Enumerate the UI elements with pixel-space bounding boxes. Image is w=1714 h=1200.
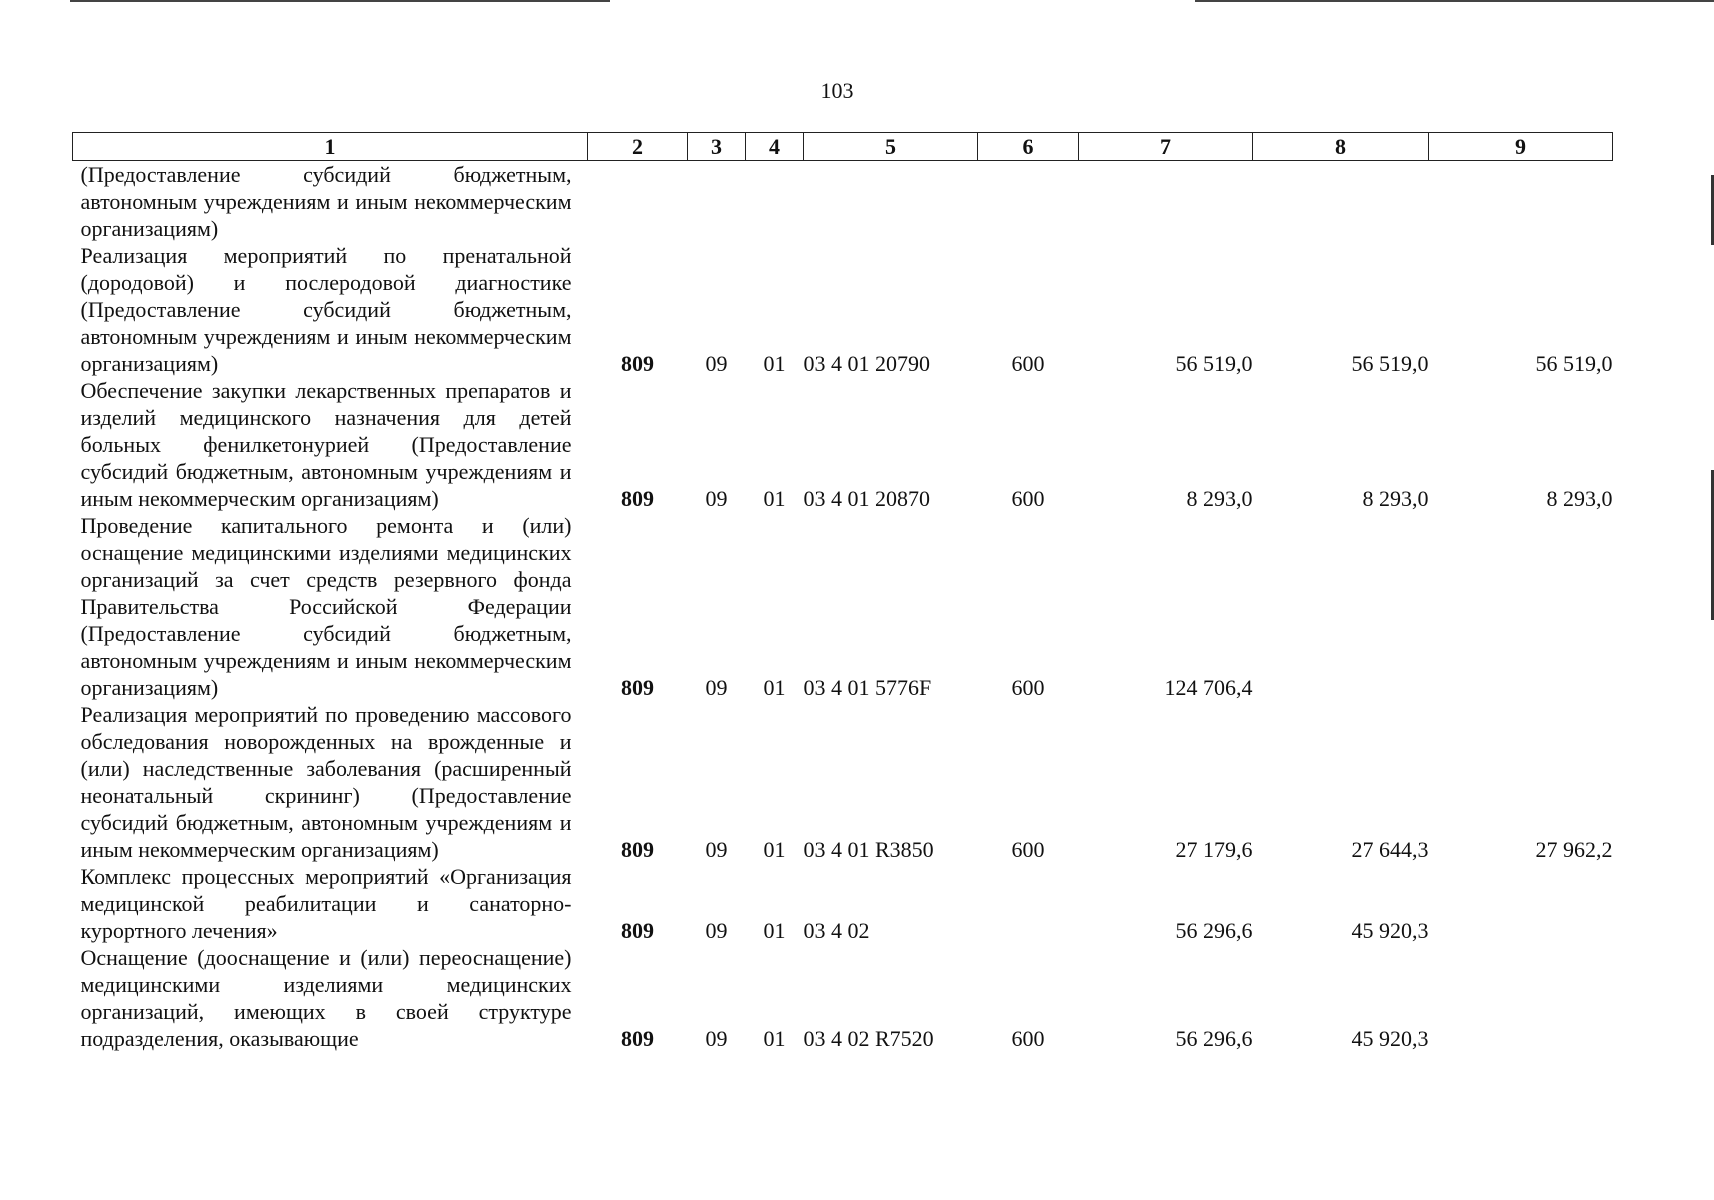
- target-article-code: [804, 161, 978, 243]
- page-number: 103: [820, 78, 854, 103]
- section-code: 09: [705, 486, 728, 511]
- table-row: [73, 512, 1613, 701]
- expense-type-code: 600: [1011, 675, 1045, 700]
- expense-type-code: [978, 161, 1079, 243]
- target-article-code: 03 4 01 R3850: [803, 837, 934, 862]
- amount-column-7: 8 293,0: [1186, 486, 1253, 511]
- table-row: [73, 944, 1613, 1052]
- expense-type-code: 600: [1011, 1026, 1045, 1051]
- section-code: [688, 161, 746, 243]
- amount-column-7: 56 296,6: [1175, 1026, 1253, 1051]
- column-header: 3: [688, 133, 746, 161]
- target-article-code: 03 4 02: [803, 918, 870, 943]
- amount-column-8: 27 644,3: [1351, 837, 1429, 862]
- admin-code: 809: [621, 486, 654, 511]
- target-article-code: 03 4 01 20870: [803, 486, 930, 511]
- amount-column-8: 45 920,3: [1351, 1026, 1429, 1051]
- column-header: 5: [804, 133, 978, 161]
- column-header: 2: [588, 133, 688, 161]
- table-row: [73, 863, 1613, 944]
- row-description: (Предоставление субсидий бюджетным, автономным учреждениям и иным некоммерческим организациям): [80, 162, 572, 241]
- section-code: 09: [705, 837, 728, 862]
- column-number-header-row: [73, 133, 1613, 161]
- column-header: 4: [746, 133, 804, 161]
- amount-column-9: [1429, 944, 1613, 1052]
- table-body: [73, 161, 1613, 1053]
- target-article-code: 03 4 01 5776F: [803, 675, 932, 700]
- target-article-code: 03 4 01 20790: [803, 351, 930, 376]
- admin-code: 809: [621, 675, 654, 700]
- amount-column-7: 124 706,4: [1164, 675, 1253, 700]
- admin-code: 809: [621, 837, 654, 862]
- section-code: 09: [705, 1026, 728, 1051]
- admin-code: 809: [621, 918, 654, 943]
- column-header: 7: [1079, 133, 1253, 161]
- amount-column-8: 8 293,0: [1362, 486, 1429, 511]
- amount-column-8: [1253, 512, 1429, 701]
- target-article-code: 03 4 02 R7520: [803, 1026, 934, 1051]
- scan-top-line-left: [70, 0, 610, 2]
- subsection-code: 01: [763, 1026, 786, 1051]
- table-row: [73, 377, 1613, 512]
- expense-type-code: 600: [1011, 351, 1045, 376]
- table-row: [73, 701, 1613, 863]
- row-description: Комплекс процессных мероприятий «Организация медицинской реабилитации и санаторно-курортного лечения»: [80, 864, 572, 943]
- table-row: [73, 242, 1613, 377]
- column-header: 9: [1429, 133, 1613, 161]
- expense-type-code: 600: [1011, 486, 1045, 511]
- admin-code: 809: [621, 1026, 654, 1051]
- admin-code: 809: [621, 351, 654, 376]
- amount-column-7: 56 296,6: [1175, 918, 1253, 943]
- column-header: 6: [978, 133, 1079, 161]
- amount-column-8: [1253, 161, 1429, 243]
- amount-column-8: 45 920,3: [1351, 918, 1429, 943]
- subsection-code: 01: [763, 918, 786, 943]
- amount-column-8: 56 519,0: [1351, 351, 1429, 376]
- scan-top-line-right: [1195, 0, 1714, 2]
- subsection-code: 01: [763, 837, 786, 862]
- row-description: Реализация мероприятий по проведению массового обследования новорожденных на врожденные и (или) наследственные заболевания (расширенный неонатальный скрининг) (Предоставление субсидий бюджетным, автономным учреждениям и иным некоммерческим организациям): [80, 702, 572, 862]
- subsection-code: [746, 161, 804, 243]
- column-header: 1: [73, 133, 588, 161]
- amount-column-7: [1079, 161, 1253, 243]
- amount-column-9: [1429, 863, 1613, 944]
- row-description: Проведение капитального ремонта и (или) оснащение медицинскими изделиями медицинских организаций за счет средств резервного фонда Правительства Российской Федерации (Предоставление субсидий бюджетным, автономным учреждениям и иным некоммерческим организациям): [80, 513, 572, 700]
- subsection-code: 01: [763, 486, 786, 511]
- section-code: 09: [705, 351, 728, 376]
- table-row: [73, 161, 1613, 243]
- row-description: Оснащение (дооснащение и (или) переоснащение) медицинскими изделиями медицинских организаций, имеющих в своей структуре подразделения, оказывающие: [80, 945, 572, 1051]
- section-code: 09: [705, 918, 728, 943]
- amount-column-9: 56 519,0: [1535, 351, 1613, 376]
- subsection-code: 01: [763, 351, 786, 376]
- amount-column-9: 8 293,0: [1546, 486, 1613, 511]
- subsection-code: 01: [763, 675, 786, 700]
- amount-column-9: 27 962,2: [1535, 837, 1613, 862]
- admin-code: [588, 161, 688, 243]
- amount-column-9: [1429, 161, 1613, 243]
- budget-table: [72, 132, 1613, 1052]
- amount-column-7: 56 519,0: [1175, 351, 1253, 376]
- amount-column-9: [1429, 512, 1613, 701]
- expense-type-code: [978, 863, 1079, 944]
- row-description: Обеспечение закупки лекарственных препаратов и изделий медицинского назначения для детей больных фенилкетонурией (Предоставление субсидий бюджетным, автономным учреждениям и иным некоммерческим организациям): [80, 378, 572, 511]
- section-code: 09: [705, 675, 728, 700]
- column-header: 8: [1253, 133, 1429, 161]
- expense-type-code: 600: [1011, 837, 1045, 862]
- row-description: Реализация мероприятий по пренатальной (дородовой) и послеродовой диагностике (Предоставление субсидий бюджетным, автономным учреждениям и иным некоммерческим организациям): [80, 243, 572, 376]
- amount-column-7: 27 179,6: [1175, 837, 1253, 862]
